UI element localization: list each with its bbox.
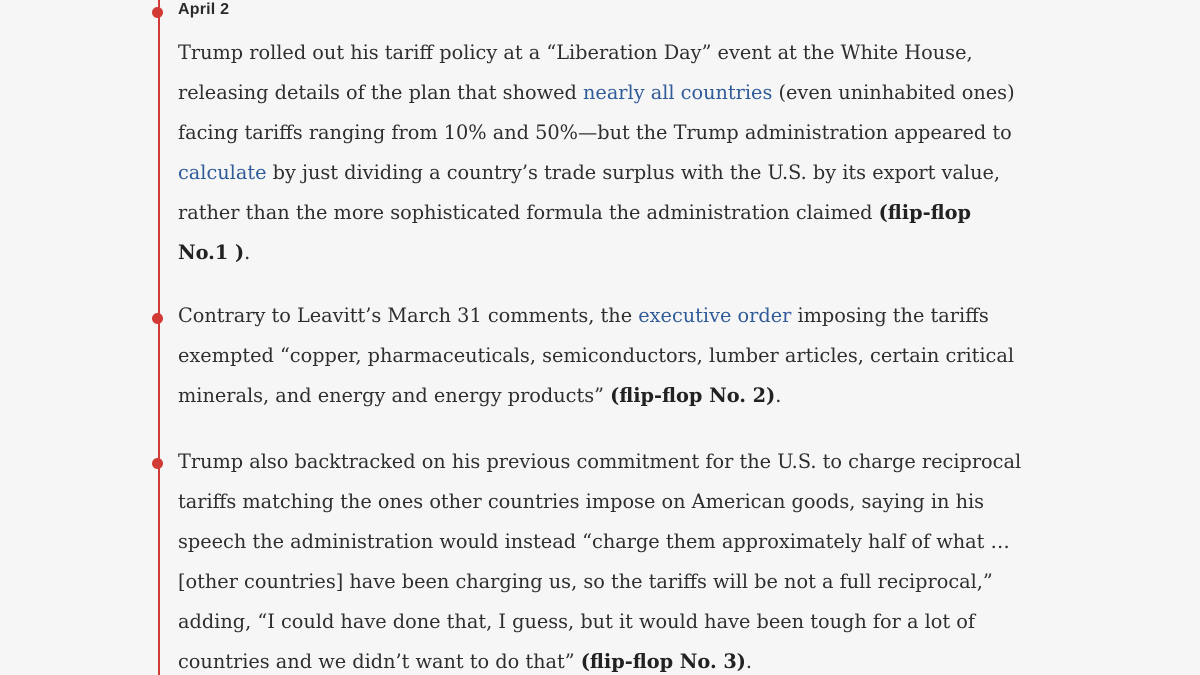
paragraph-line	[178, 336, 1100, 376]
text-run: .	[745, 650, 753, 673]
flip-flop-label: No.1 )	[178, 241, 245, 264]
text-run: by just dividing a country’s trade surplus with the U.S. by its export value,	[266, 161, 1001, 184]
text-run: speech the administration would instead “charge them approximately half of what …	[178, 530, 1010, 553]
text-run: [other countries] have been charging us, so the tariffs will be not a full reciprocal,”	[178, 570, 993, 593]
text-run: Trump rolled out his tariff policy at a “Liberation Day” event at the White House,	[178, 41, 973, 64]
flip-flop-label: (flip-flop No. 3)	[580, 650, 746, 673]
paragraph	[178, 33, 1100, 273]
paragraph-line	[178, 602, 1100, 642]
text-run: tariffs matching the ones other countries impose on American goods, saying in his	[178, 490, 985, 513]
text-run: facing tariffs ranging from 10% and 50%—but the Trump administration appeared to	[178, 121, 1012, 144]
text-run: countries and we didn’t want to do that”	[178, 650, 581, 673]
paragraph	[178, 442, 1100, 675]
text-run: minerals, and energy and energy products”	[178, 384, 611, 407]
text-run: exempted “copper, pharmaceuticals, semiconductors, lumber articles, certain critical	[178, 344, 1015, 367]
paragraph-line	[178, 73, 1100, 113]
timeline-dot	[152, 7, 163, 18]
paragraph-line	[178, 642, 1100, 675]
text-run: (even uninhabited ones)	[772, 81, 1015, 104]
paragraph-line	[178, 33, 1100, 73]
paragraph-line	[178, 376, 1100, 416]
paragraph-line	[178, 296, 1100, 336]
paragraph	[178, 296, 1100, 416]
paragraph-line	[178, 442, 1100, 482]
entry-date: April 2	[178, 1, 230, 18]
flip-flop-label: (flip-flop	[878, 201, 971, 224]
text-run: .	[244, 241, 251, 264]
text-run: .	[775, 384, 782, 407]
paragraph-line	[178, 153, 1100, 193]
text-run: Trump also backtracked on his previous commitment for the U.S. to charge reciprocal	[178, 450, 1022, 473]
timeline-dot	[152, 313, 163, 324]
timeline-line	[158, 0, 160, 675]
inline-link[interactable]: nearly all countries	[582, 81, 773, 104]
paragraph-line	[178, 193, 1100, 233]
paragraph-line	[178, 233, 1100, 273]
text-run: adding, “I could have done that, I guess, but it would have been tough for a lot of	[178, 610, 975, 633]
flip-flop-label: (flip-flop No. 2)	[610, 384, 776, 407]
paragraph-line	[178, 113, 1100, 153]
paragraph-line	[178, 482, 1100, 522]
paragraph-line	[178, 562, 1100, 602]
timeline-dot	[152, 458, 163, 469]
inline-link[interactable]: calculate	[178, 161, 267, 184]
paragraph-line	[178, 522, 1100, 562]
text-run: releasing details of the plan that showed	[178, 81, 583, 104]
text-run: rather than the more sophisticated formula the administration claimed	[178, 201, 879, 224]
text-run: imposing the tariffs	[791, 304, 989, 327]
inline-link[interactable]: executive order	[638, 304, 792, 327]
text-run: Contrary to Leavitt’s March 31 comments, the	[178, 304, 639, 327]
